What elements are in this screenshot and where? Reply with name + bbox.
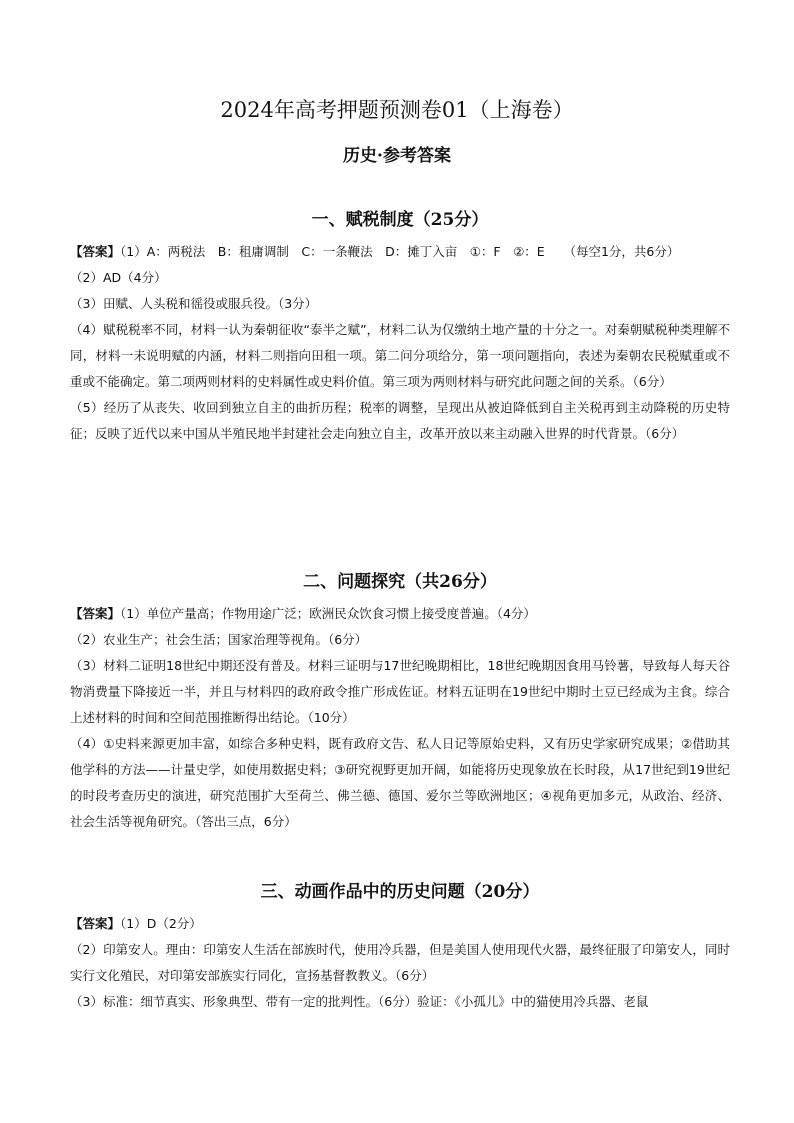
answer-paragraph: （4）赋税税率不同，材料一认为秦朝征收“泰半之赋”，材料二认为仅缴纳土地产量的十分之一。对秦朝赋税种类理解不同，材料一未说明赋的内涵，材料二则指向田租一项。第二问分项给分，第一项问题指向，表述为秦朝农民税赋重或不重或不能确定。第二项两则材料的史料属性或史料价值。第三项为两则材料与研究此问题之间的关系。（6分） [70,322,730,389]
answer-paragraph: （3）标准：细节真实、形象典型、带有一定的批判性。（6分）验证：《小孤儿》中的猫使用冷兵器、老鼠 [70,994,649,1009]
section-problem-inquiry [70,569,730,835]
section-heading: 一、赋税制度（25分） [311,210,489,230]
document-subtitle: 历史·参考答案 [343,146,451,166]
section-animation-history [70,879,730,1015]
answer-tag: 【答案】 [70,244,121,259]
answer-paragraph: （4）①史料来源更加丰富，如综合多种史料，既有政府文告、私人日记等原始史料，又有历史学家研究成果；②借助其他学科的方法——计量史学，如使用数据史料；③研究视野更加开阔，如能将历史现象放在长时段，从17世纪到19世纪的时段考查历史的演进，研究范围扩大至荷兰、佛兰德、德国、爱尔兰等欧洲地区；④视角更加多元，从政治、经济、社会生活等视角研究。（答出三点，6分） [70,736,730,829]
answer-paragraph: （3）材料二证明18世纪中期还没有普及。材料三证明与17世纪晚期相比，18世纪晚期因食用马铃薯，导致每人每天谷物消费量下降接近一半，并且与材料四的政府政令推广形成佐证。材料五证明在19世纪中期时土豆已经成为主食。综合上述材料的时间和空间范围推断得出结论。（10分） [70,658,730,725]
answer-paragraph: （2）农业生产；社会生活；国家治理等视角。（6分） [70,632,368,647]
section-tax-system [70,207,730,447]
answer-paragraph [70,239,730,265]
answer-text: （1）A：两税法 B：租庸调制 C：一条鞭法 D：摊丁入亩 ①：F ②：E （每空1分，共6分） [120,244,680,259]
answer-tag: 【答案】 [70,916,121,931]
answer-paragraph: （3）田赋、人头税和徭役或服兵役。（3分） [70,296,318,311]
answer-paragraph [70,601,730,627]
document-title: 2024年高考押题预测卷01（上海卷） [220,98,574,122]
answer-paragraph: （5）经历了从丧失、收回到独立自主的曲折历程；税率的调整，呈现出从被迫降低到自主关税再到主动降税的历史特征；反映了近代以来中国从半殖民地半封建社会走向独立自主，改革开放以来主动融入世界的时代背景。（6分） [70,400,730,441]
answer-text: （1）单位产量高；作物用途广泛；欧洲民众饮食习惯上接受度普遍。（4分） [120,606,536,621]
section-heading: 三、动画作品中的历史问题（20分） [260,882,540,902]
answer-tag: 【答案】 [70,606,121,621]
answer-paragraph: （2）印第安人。理由：印第安人生活在部族时代，使用冷兵器，但是美国人使用现代火器，最终征服了印第安人，同时实行文化殖民，对印第安部族实行同化，宣扬基督教教义。（6分） [70,942,730,983]
answer-paragraph [70,911,730,937]
answer-paragraph: （2）AD（4分） [70,270,167,285]
answer-text: （1）D（2分） [120,916,202,931]
section-heading: 二、问题探究（共26分） [303,572,497,592]
